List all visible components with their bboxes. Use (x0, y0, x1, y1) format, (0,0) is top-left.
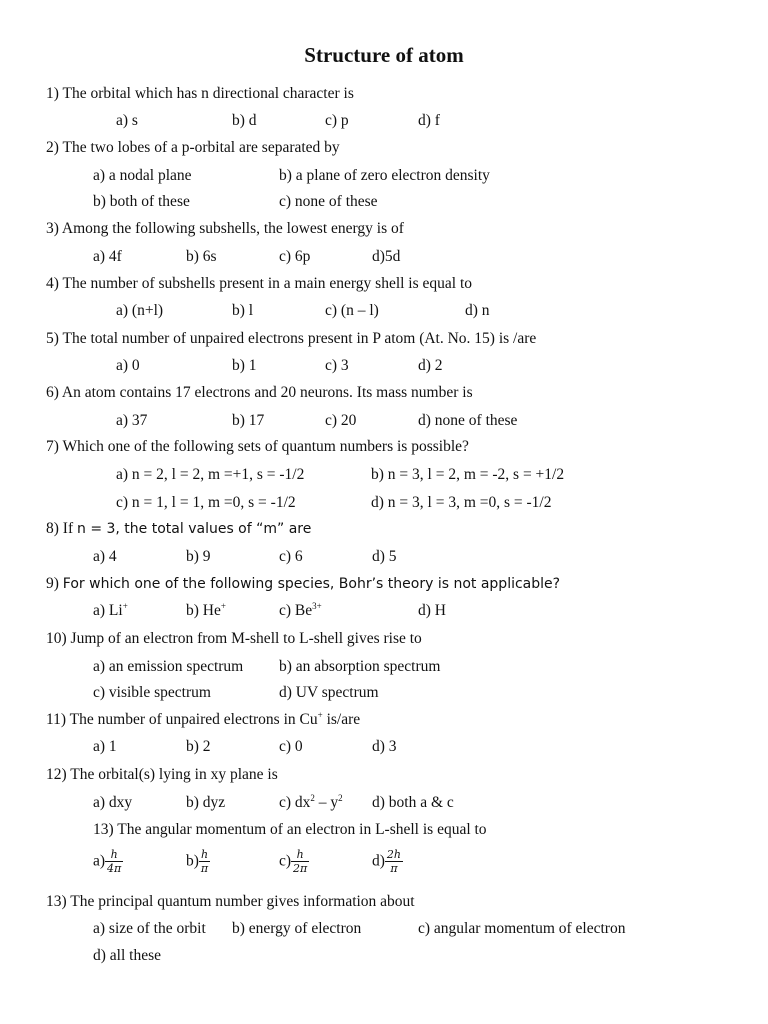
q4-option-d: d) n (465, 302, 490, 319)
q12-option-c: c) $dx^2 - y^2$ (279, 793, 343, 811)
q7-option-a: a) n = 2, l = 2, m =+1, s = -1/2 (116, 466, 305, 483)
q12-option-a: a) dxy (93, 794, 133, 811)
q7-option-c: c) n = 1, l = 1, m =0, s = -1/2 (116, 494, 296, 511)
q12-option-b: b) dyz (186, 794, 226, 811)
q3-option-b: b) 6s (186, 248, 217, 265)
question-10: 10) Jump of an electron from M-shell to L-shell gives rise to (46, 630, 422, 647)
q2-option-a: a) a nodal plane (93, 167, 192, 184)
q12-option-d: d) both a & c (372, 794, 454, 811)
q5-option-a: a) 0 (116, 357, 140, 374)
question-5: 5) The total number of unpaired electrons present in P atom (At. No. 15) is /are (46, 330, 537, 347)
q13b-option-d: d) all these (93, 947, 162, 964)
question-9: 9) For which one of the following species, Bohr’s theory is not applicable? (46, 575, 561, 592)
q4-option-c: c) (n – l) (325, 302, 379, 319)
q11-option-b: b) 2 (186, 738, 211, 755)
fraction: $\frac{h}{2\pi}$ (293, 848, 308, 875)
q9-option-c: c) $Be^{3+}$ (279, 601, 322, 619)
q13a-option-b: b) $\frac{h}{\pi}$ (186, 848, 209, 875)
q8-option-a: a) 4 (93, 548, 117, 565)
question-2: 2) The two lobes of a p-orbital are separated by (46, 139, 340, 156)
q3-option-c: c) 6p (279, 248, 311, 265)
fraction: $\frac{h}{\pi}$ (200, 848, 209, 875)
q8-option-c: c) 6 (279, 548, 303, 565)
question-13b: 13) The principal quantum number gives information about (46, 893, 415, 910)
q8-option-b: b) 9 (186, 548, 211, 565)
q7-option-b: b) n = 3, l = 2, m = -2, s = +1/2 (371, 466, 565, 483)
fraction: $\frac{2h}{\pi}$ (386, 848, 402, 875)
q10-option-c: c) visible spectrum (93, 684, 211, 701)
q9-option-b: b) He+ (186, 601, 226, 619)
question-3: 3) Among the following subshells, the lowest energy is of (46, 220, 404, 237)
q13b-option-a: a) size of the orbit (93, 920, 206, 937)
question-12: 12) The orbital(s) lying in xy plane is (46, 766, 278, 783)
q1-option-c: c) p (325, 112, 349, 129)
question-11: 11) The number of unpaired electrons in Cu+ is/are (46, 710, 361, 728)
q9-option-a: a) Li+ (93, 601, 128, 619)
question-7: 7) Which one of the following sets of quantum numbers is possible? (46, 438, 469, 455)
q10-option-d: d) UV spectrum (279, 684, 379, 701)
question-13a: 13) The angular momentum of an electron in L-shell is equal to (93, 821, 487, 838)
q1-option-d: d) f (418, 112, 440, 129)
q5-option-c: c) 3 (325, 357, 349, 374)
question-1: 1) The orbital which has n directional character is (46, 85, 354, 102)
q7-option-d: d) n = 3, l = 3, m =0, s = -1/2 (371, 494, 552, 511)
q11-option-c: c) 0 (279, 738, 303, 755)
q2-option-b2: b) both of these (93, 193, 190, 210)
q4-option-a: a) (n+l) (116, 302, 164, 319)
q13b-option-c: c) angular momentum of electron (418, 920, 626, 937)
q13a-option-a: a) $\frac{h}{4\pi}$ (93, 848, 122, 875)
fraction: $\frac{h}{4\pi}$ (107, 848, 122, 875)
q4-option-b: b) l (232, 302, 254, 319)
q6-option-c: c) 20 (325, 412, 357, 429)
question-6: 6) An atom contains 17 electrons and 20 neurons. Its mass number is (46, 384, 473, 401)
q2-option-b: b) a plane of zero electron density (279, 167, 490, 184)
q3-option-a: a) 4f (93, 248, 122, 265)
q5-option-d: d) 2 (418, 357, 443, 374)
question-8: 8) If n = 3, the total values of “m” are (46, 520, 312, 537)
page-title: Structure of atom (304, 43, 464, 67)
q8-option-d: d) 5 (372, 548, 397, 565)
q13b-option-b: b) energy of electron (232, 920, 362, 937)
question-4: 4) The number of subshells present in a main energy shell is equal to (46, 275, 473, 292)
q5-option-b: b) 1 (232, 357, 257, 374)
q1-option-b: b) d (232, 112, 257, 129)
q1-option-a: a) s (116, 112, 138, 129)
q2-option-c: c) none of these (279, 193, 378, 210)
q6-option-b: b) 17 (232, 412, 265, 429)
q13a-option-d: d) $\frac{2h}{\pi}$ (372, 848, 402, 875)
q6-option-a: a) 37 (116, 412, 148, 429)
q9-option-d: d) H (418, 602, 446, 619)
q10-option-b: b) an absorption spectrum (279, 658, 441, 675)
q6-option-d: d) none of these (418, 412, 518, 429)
q3-option-d: d)5d (372, 248, 401, 265)
q13a-option-c: c) $\frac{h}{2\pi}$ (279, 848, 308, 875)
q10-option-a: a) an emission spectrum (93, 658, 244, 675)
q11-option-d: d) 3 (372, 738, 397, 755)
q11-option-a: a) 1 (93, 738, 117, 755)
